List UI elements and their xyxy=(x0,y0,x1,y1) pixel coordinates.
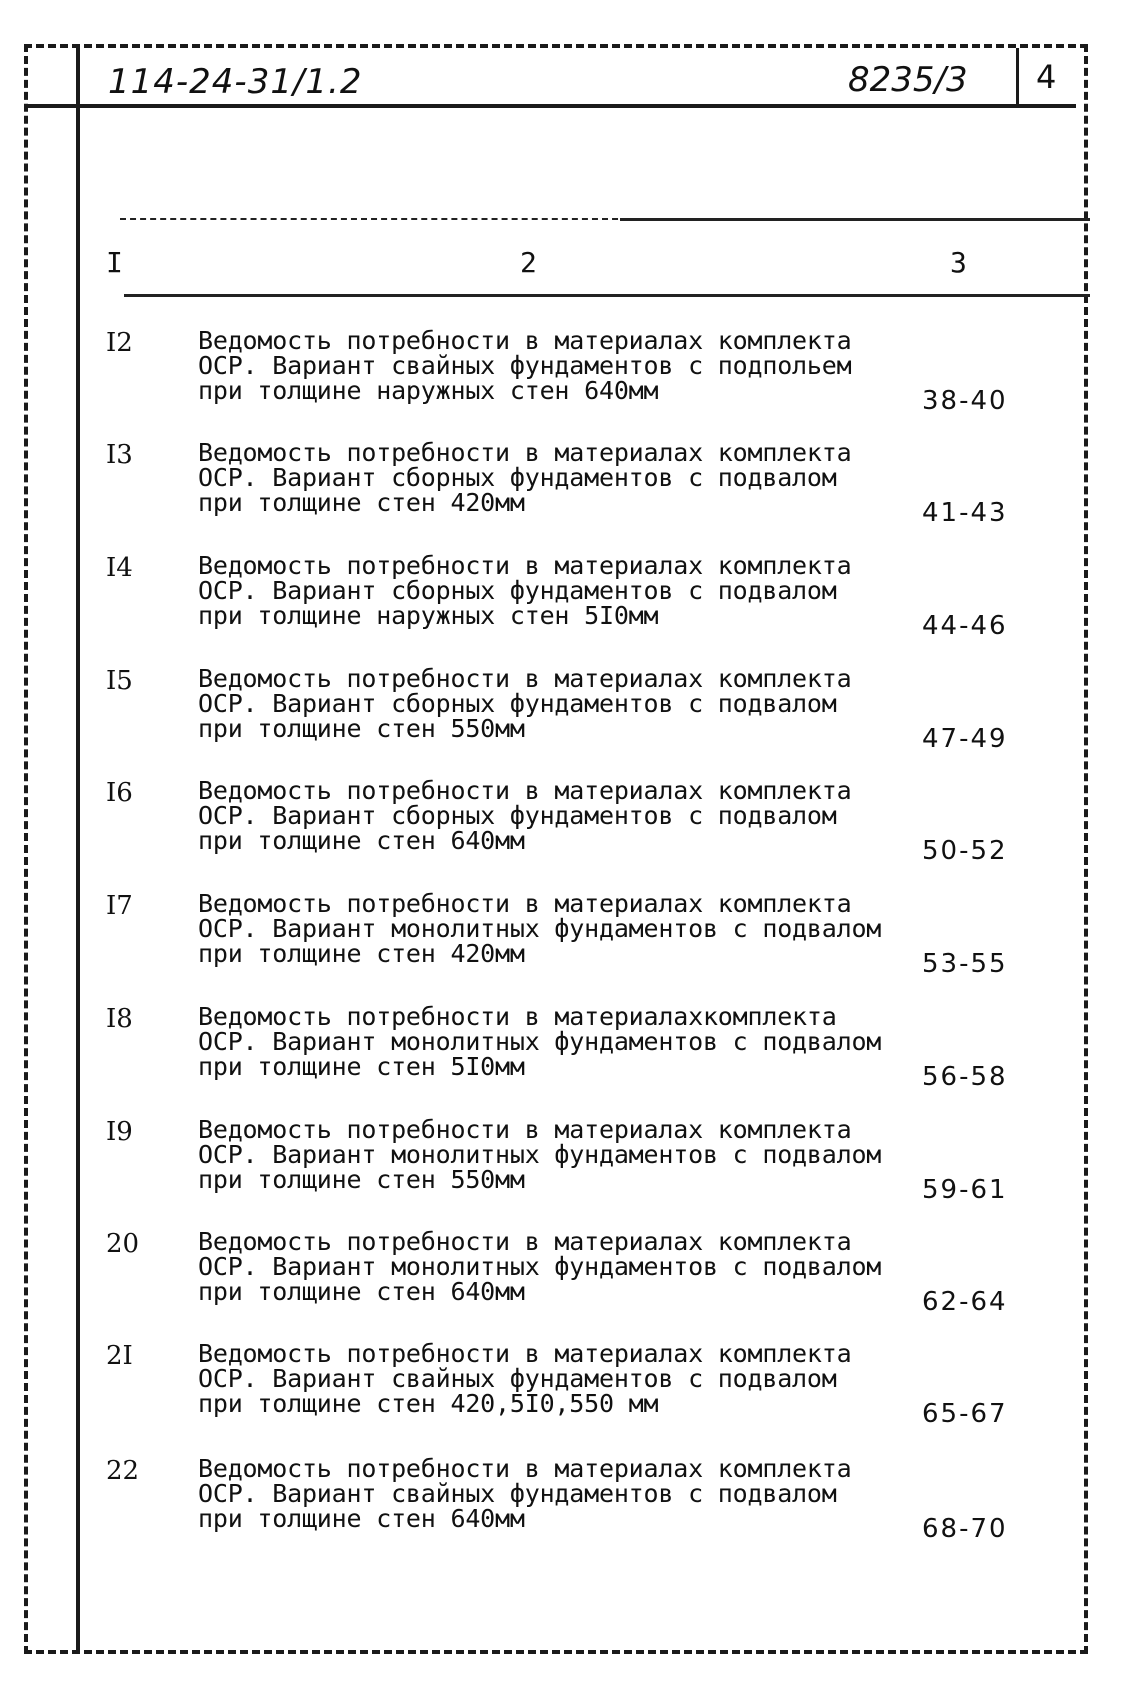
description-line: ОСР. Вариант сборных фундаментов с подвалом xyxy=(198,463,837,492)
row-page-range: 59-61 xyxy=(922,1175,1008,1205)
description-line: ОСР. Вариант свайных фундаментов с подвалом xyxy=(198,1479,837,1508)
table-row xyxy=(0,891,1124,991)
description-line: при толщине стен 420мм xyxy=(198,488,525,517)
description-line: Ведомость потребности в материалах комплекта xyxy=(198,1339,852,1368)
row-page-range: 56-58 xyxy=(922,1062,1008,1092)
row-page-range: 41-43 xyxy=(922,498,1008,528)
row-description xyxy=(198,328,851,403)
row-number: 2I xyxy=(106,1341,133,1371)
description-line: Ведомость потребности в материалах комплекта xyxy=(198,664,852,693)
table-row xyxy=(0,1229,1124,1329)
table-top-rule-solid xyxy=(620,218,1090,221)
description-line: Ведомость потребности в материалах комплекта xyxy=(198,551,852,580)
table-row xyxy=(0,1341,1124,1441)
row-description xyxy=(198,1117,881,1192)
row-page-range: 62-64 xyxy=(922,1287,1008,1317)
column-header-2: 2 xyxy=(520,246,537,279)
description-line: при толщине стен 640мм xyxy=(198,1504,525,1533)
row-description xyxy=(198,778,851,853)
description-line: ОСР. Вариант монолитных фундаментов с подвалом xyxy=(198,1140,882,1169)
table-row xyxy=(0,1117,1124,1217)
row-description xyxy=(198,440,851,515)
table-row xyxy=(0,1456,1124,1556)
row-page-range: 50-52 xyxy=(922,836,1008,866)
column-header-1: I xyxy=(106,246,123,279)
description-line: ОСР. Вариант сборных фундаментов с подвалом xyxy=(198,801,837,830)
row-description xyxy=(198,553,851,628)
table-row xyxy=(0,778,1124,878)
row-page-range: 53-55 xyxy=(922,949,1008,979)
row-page-range: 38-40 xyxy=(922,386,1008,416)
header-divider xyxy=(24,104,1076,108)
table-row xyxy=(0,666,1124,766)
description-line: ОСР. Вариант сборных фундаментов с подвалом xyxy=(198,576,837,605)
table-row xyxy=(0,553,1124,653)
row-number: 22 xyxy=(106,1456,140,1486)
description-line: Ведомость потребности в материалах комплекта xyxy=(198,776,852,805)
row-number: I6 xyxy=(106,778,133,808)
description-line: при толщине стен 640мм xyxy=(198,1277,525,1306)
row-number: I7 xyxy=(106,891,133,921)
description-line: при толщине стен 640мм xyxy=(198,826,525,855)
row-page-range: 47-49 xyxy=(922,724,1008,754)
description-line: при толщине наружных стен 640мм xyxy=(198,376,659,405)
row-number: I9 xyxy=(106,1117,133,1147)
row-number: I5 xyxy=(106,666,133,696)
table-row xyxy=(0,440,1124,540)
description-line: ОСР. Вариант свайных фундаментов с подвалом xyxy=(198,1364,837,1393)
row-page-range: 44-46 xyxy=(922,611,1008,641)
row-number: I4 xyxy=(106,553,133,583)
row-page-range: 65-67 xyxy=(922,1399,1008,1429)
description-line: Ведомость потребности в материалах комплекта xyxy=(198,889,852,918)
description-line: ОСР. Вариант монолитных фундаментов с подвалом xyxy=(198,1027,882,1056)
row-number: I3 xyxy=(106,440,133,470)
document-code: 114-24-31/1.2 xyxy=(108,62,363,102)
table-row xyxy=(0,1004,1124,1104)
table-row xyxy=(0,328,1124,428)
inventory-number: 8235/3 xyxy=(848,60,968,100)
description-line: при толщине стен 5I0мм xyxy=(198,1052,525,1081)
row-number: I2 xyxy=(106,328,133,358)
description-line: ОСР. Вариант свайных фундаментов с подпольем xyxy=(198,351,852,380)
description-line: при толщине стен 550мм xyxy=(198,1165,525,1194)
description-line: Ведомость потребности в материалах комплекта xyxy=(198,438,852,467)
page-number-box xyxy=(1016,48,1019,104)
row-description xyxy=(198,1004,881,1079)
description-line: Ведомость потребности в материалах комплекта xyxy=(198,1454,852,1483)
description-line: при толщине наружных стен 5I0мм xyxy=(198,601,659,630)
description-line: Ведомость потребности в материалах комплекта xyxy=(198,1115,852,1144)
row-description xyxy=(198,1229,881,1304)
description-line: Ведомость потребности в материалахкомплекта xyxy=(198,1002,837,1031)
description-line: ОСР. Вариант сборных фундаментов с подвалом xyxy=(198,689,837,718)
page-number: 4 xyxy=(1036,58,1057,96)
row-number: 20 xyxy=(106,1229,140,1259)
description-line: Ведомость потребности в материалах комплекта xyxy=(198,1227,852,1256)
row-description xyxy=(198,1456,851,1531)
row-description xyxy=(198,666,851,741)
description-line: при толщине стен 420,5I0,550 мм xyxy=(198,1389,659,1418)
description-line: ОСР. Вариант монолитных фундаментов с подвалом xyxy=(198,914,882,943)
column-header-3: 3 xyxy=(950,246,967,279)
row-number: I8 xyxy=(106,1004,133,1034)
table-header-rule xyxy=(124,294,1090,297)
row-page-range: 68-70 xyxy=(922,1514,1008,1544)
description-line: при толщине стен 420мм xyxy=(198,939,525,968)
row-description xyxy=(198,1341,851,1416)
description-line: ОСР. Вариант монолитных фундаментов с подвалом xyxy=(198,1252,882,1281)
row-description xyxy=(198,891,881,966)
description-line: Ведомость потребности в материалах комплекта xyxy=(198,326,852,355)
description-line: при толщине стен 550мм xyxy=(198,714,525,743)
